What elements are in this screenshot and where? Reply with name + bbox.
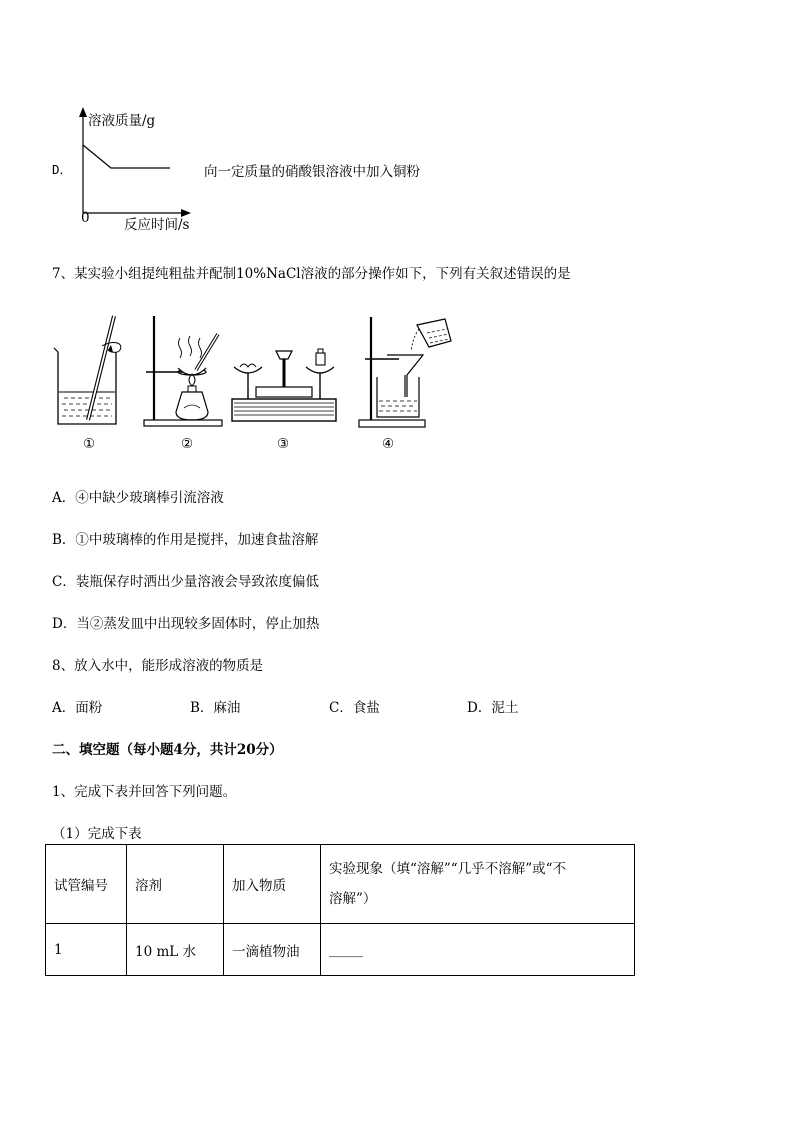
mass-curve [83,145,170,168]
balance-base-icon [232,399,336,421]
alcohol-lamp-icon [176,392,208,420]
steam-icon [179,338,182,358]
figure-label-3: ③ [277,436,290,452]
table-row [46,924,635,976]
beaker-icon [377,377,419,417]
fill-q1-sub1: （1）完成下表 [52,826,142,842]
liquid-hatch [379,401,417,411]
table-cell: 一滴植物油 [224,924,321,976]
option-d-caption: 向一定质量的硝酸银溶液中加入铜粉 [204,164,420,180]
right-pan-icon [306,367,334,373]
q7-option-a: A．④中缺少玻璃棒引流溶液 [52,490,224,506]
flame-icon [189,374,195,386]
origin-label: 0 [81,210,90,226]
liquid-hatch [59,392,115,416]
q8-option-c: C．食盐 [329,700,380,716]
experiment-table [45,844,635,976]
table-header-row [46,845,635,924]
table-header-cell: 溶剂 [127,845,224,924]
q7-option-c: C．装瓶保存时洒出少量溶液会导致浓度偏低 [52,574,319,590]
option-d-label: D． [52,162,73,177]
header-line-1: 实验现象（填“溶解”“几乎不溶解”或“不 [329,861,567,877]
q8-option-a: A．面粉 [52,700,103,716]
figure-4-filtration [355,305,460,430]
q7-option-d: D．当②蒸发皿中出现较多固体时，停止加热 [52,616,320,632]
figure-1-stirring [50,312,130,428]
weight-icon [316,353,325,365]
q8-stem: 8、放入水中，能形成溶液的物质是 [52,658,264,674]
q7-option-b: B．①中玻璃棒的作用是搅拌，加速食盐溶解 [52,532,319,548]
y-axis-arrow [79,107,87,117]
balance-beam-icon [256,387,312,397]
salt-pile-icon [240,364,256,367]
q8-option-d: D．泥土 [467,700,519,716]
pouring-beaker-icon [417,319,451,347]
x-axis-label: 反应时间/s [124,217,190,233]
beaker-icon [58,352,116,424]
q7-stem: 7、某实验小组提纯粗盐并配制10%NaCl溶液的部分操作如下，下列有关叙述错误的是 [52,266,571,282]
y-axis-label: 溶液质量/g [88,113,156,129]
table-cell: 10 mL 水 [127,924,224,976]
figure-label-1: ① [83,436,96,452]
stand-base-icon [359,420,425,427]
fill-q1-stem: 1、完成下表并回答下列问题。 [52,784,237,800]
table-cell: 1 [46,924,127,976]
figure-label-2: ② [181,436,194,452]
table-header-cell: 试管编号 [46,845,127,924]
figure-3-balance [228,345,340,429]
header-line-2: 溶解”） [329,891,377,907]
q8-option-b: B．麻油 [190,700,241,716]
section-heading: 二、填空题（每小题4分，共计20分） [52,742,283,758]
table-header-cell [321,845,635,924]
table-header-cell: 加入物质 [224,845,321,924]
figure-2-evaporation [140,312,230,428]
stand-base-icon [144,420,222,426]
answer-blank[interactable]: _____ [321,924,635,976]
figure-label-4: ④ [382,436,395,452]
